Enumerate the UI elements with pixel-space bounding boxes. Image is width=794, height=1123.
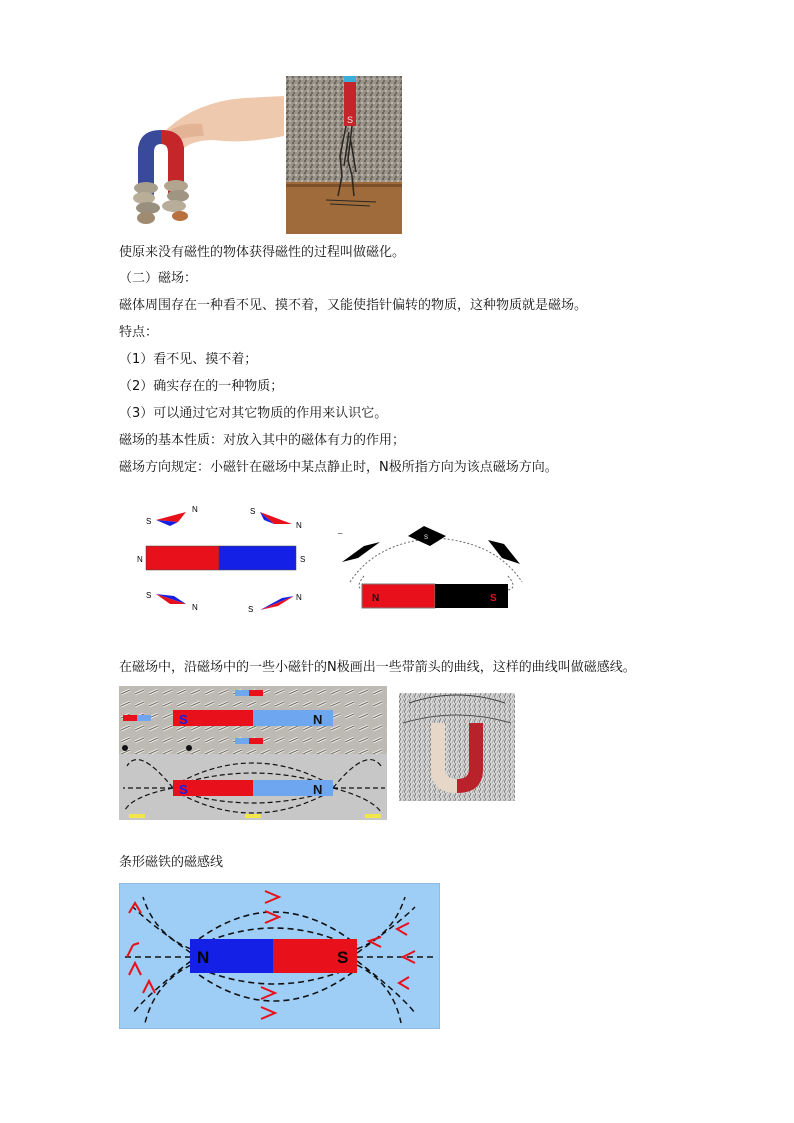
- bar-s-label: S: [300, 555, 306, 564]
- section-magnetic-field-heading: （二）磁场：: [119, 271, 198, 286]
- needle-s-label: S: [146, 517, 152, 526]
- magnetic-field-definition: 磁体周围存在一种看不见、摸不着，又能使指针偏转的物质，这种物质就是磁场。: [119, 298, 588, 313]
- bar-n-label: N: [137, 555, 143, 564]
- horseshoe-magnet-coins-photo: [124, 92, 284, 228]
- svg-text:_: _: [338, 525, 343, 534]
- u-magnet-iron-filings-photo: [399, 693, 515, 801]
- needle-n-label: N: [192, 603, 198, 612]
- bar-s-label: S: [337, 948, 349, 967]
- magnetization-definition: 使原来没有磁性的物体获得磁性的过程叫做磁化。: [119, 245, 406, 260]
- iron-filings-magnet-photo: [286, 76, 402, 234]
- upper-bar-s-label: S: [179, 712, 188, 727]
- needle-n-label: N: [192, 505, 198, 514]
- features-label: 特点：: [119, 325, 159, 340]
- field-arc-compass-diagram: [336, 524, 534, 612]
- feature-item-2: （2）确实存在的一种物质；: [119, 379, 284, 394]
- magnet-s-label: S: [346, 115, 354, 125]
- bar-n-label: N: [197, 948, 210, 967]
- field-lines-definition: 在磁场中，沿磁场中的一些小磁针的N极画出一些带箭头的曲线，这样的曲线叫做磁感线。: [119, 660, 636, 675]
- bar-s-label: S: [490, 593, 497, 604]
- compass-s-label: S: [424, 535, 429, 541]
- needle-s-label: S: [146, 591, 152, 600]
- needle-s-label: S: [248, 605, 254, 614]
- feature-item-3: （3）可以通过它对其它物质的作用来认识它。: [119, 406, 388, 421]
- upper-bar-n-label: N: [313, 712, 323, 727]
- compass-grid-field-lines-diagram: [119, 686, 387, 820]
- feature-item-1: （1）看不见、摸不着；: [119, 352, 258, 367]
- needle-n-label: N: [296, 593, 302, 602]
- basic-property-text: 磁场的基本性质：对放入其中的磁体有力的作用；: [119, 433, 406, 448]
- direction-rule-text: 磁场方向规定：小磁针在磁场中某点静止时，N极所指方向为该点磁场方向。: [119, 460, 558, 475]
- needle-s-label: S: [250, 507, 256, 516]
- needle-n-label: N: [296, 521, 302, 530]
- lower-bar-n-label: N: [313, 782, 323, 797]
- bar-n-label: N: [372, 593, 380, 604]
- bar-magnet-field-lines-diagram: [119, 883, 440, 1029]
- bar-magnet-compass-diagram: [134, 500, 314, 616]
- lower-bar-s-label: S: [179, 782, 188, 797]
- bar-field-lines-caption: 条形磁铁的磁感线: [119, 855, 224, 870]
